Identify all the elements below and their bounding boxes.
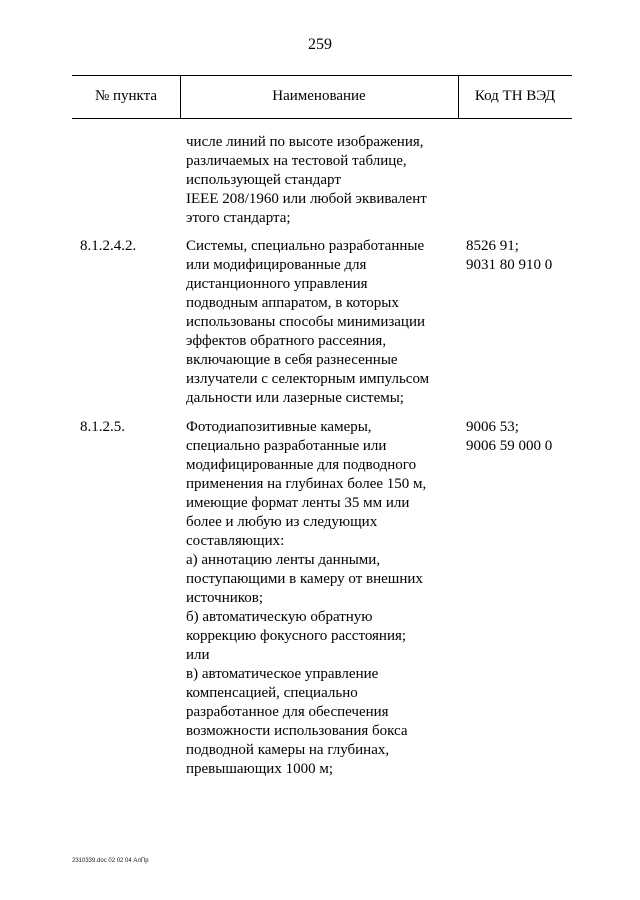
name-line: использующей стандарт (186, 172, 341, 188)
name-line: в) автоматическое управление (186, 666, 379, 682)
name-line: а) аннотацию ленты данными, (186, 552, 381, 568)
name-line: разработанное для обеспечения (186, 704, 389, 720)
table-header-bottom-rule (72, 118, 572, 119)
name-line: возможности использования бокса (186, 723, 408, 739)
row-number: 8.1.2.4.2. (80, 238, 137, 254)
row-name (186, 133, 456, 228)
name-line: дальности или лазерные системы; (186, 390, 404, 406)
name-line: IEEE 208/1960 или любой эквивалент (186, 191, 427, 207)
page-number: 259 (308, 36, 332, 53)
name-line: превышающих 1000 м; (186, 761, 333, 777)
header-number: № пункта (94, 88, 158, 104)
name-line: источников; (186, 590, 264, 606)
row-name (186, 237, 456, 408)
row-name (186, 418, 456, 779)
name-line: применения на глубинах более 150 м, (186, 476, 427, 492)
name-line: или модифицированные для (186, 257, 367, 273)
name-line: использованы способы минимизации (186, 314, 426, 330)
name-line: Фотодиапозитивные камеры, (186, 419, 372, 435)
name-line: поступающими в камеру от внешних (186, 571, 423, 587)
name-line: более и любую из следующих (186, 514, 378, 530)
name-line: компенсацией, специально (186, 685, 358, 701)
row-code (466, 237, 576, 275)
name-line: имеющие формат ленты 35 мм или (186, 495, 410, 511)
name-line: дистанционного управления (186, 276, 368, 292)
code-line: 9031 80 910 0 (466, 257, 553, 273)
name-line: подводным аппаратом, в которых (186, 295, 399, 311)
name-line: числе линий по высоте изображения, (186, 134, 424, 150)
name-line: подводной камеры на глубинах, (186, 742, 390, 758)
header-code: Код ТН ВЭД (474, 88, 556, 104)
code-line: 9006 53; (466, 419, 519, 435)
header-name: Наименование (272, 88, 366, 104)
name-line: включающие в себя разнесенные (186, 352, 398, 368)
name-line: составляющих: (186, 533, 285, 549)
name-line: излучатели с селекторным импульсом (186, 371, 430, 387)
name-line: или (186, 647, 210, 663)
name-line: специально разработанные или (186, 438, 387, 454)
name-line: этого стандарта; (186, 210, 291, 226)
name-line: Системы, специально разработанные (186, 238, 425, 254)
name-line: различаемых на тестовой таблице, (186, 153, 407, 169)
name-line: эффектов обратного рассеяния, (186, 333, 387, 349)
code-line: 8526 91; (466, 238, 519, 254)
name-line: модифицированные для подводного (186, 457, 417, 473)
name-line: коррекцию фокусного расстояния; (186, 628, 407, 644)
name-line: б) автоматическую обратную (186, 609, 373, 625)
row-code (466, 418, 576, 456)
row-number: 8.1.2.5. (80, 419, 125, 435)
code-line: 9006 59 000 0 (466, 438, 553, 454)
footer-doc-ref: 2310339.doc 02 02 04 АлПр (72, 858, 149, 864)
